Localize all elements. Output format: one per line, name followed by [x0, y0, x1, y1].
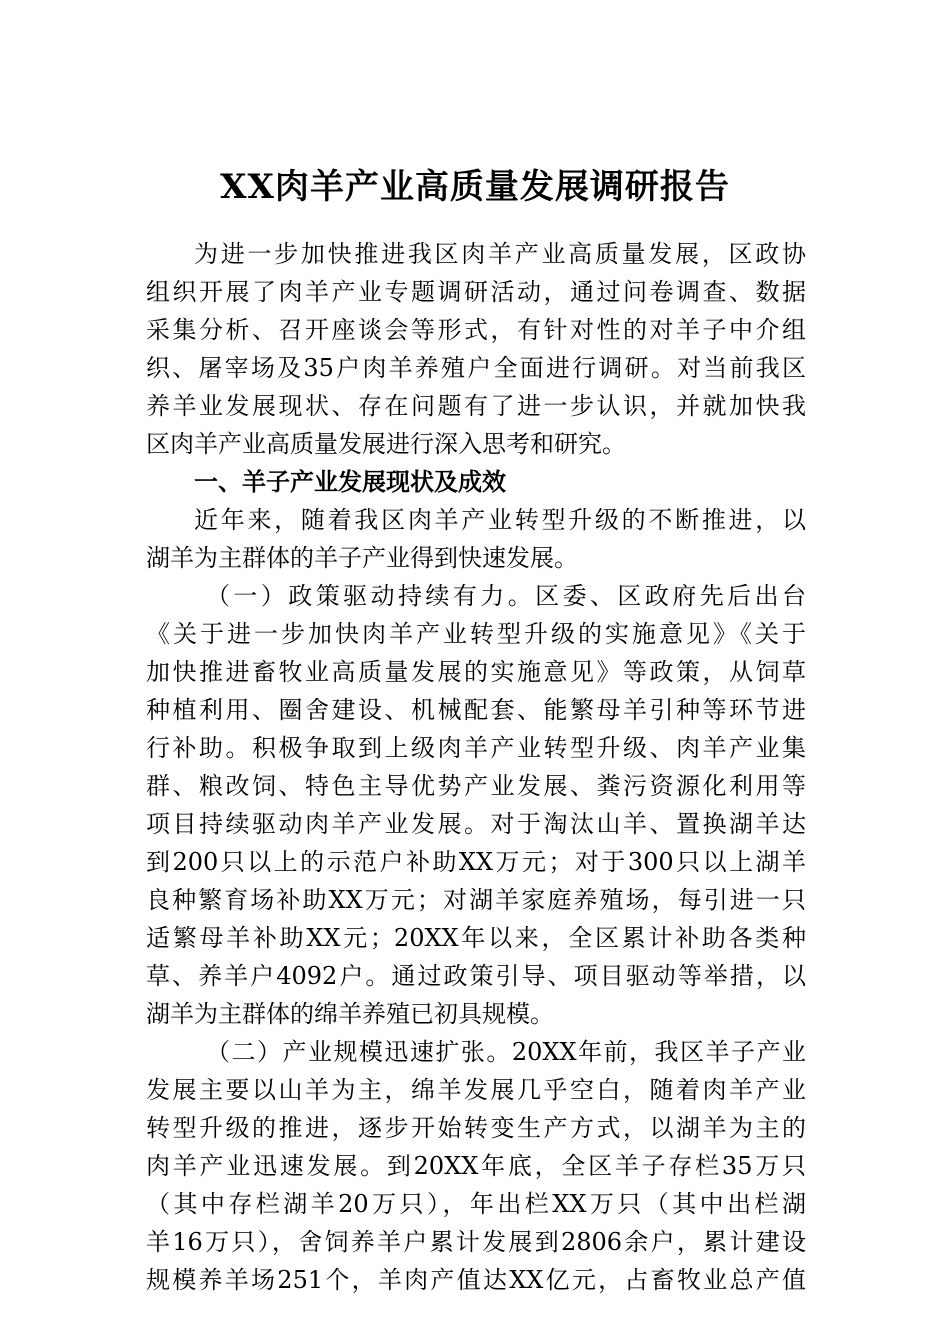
paragraph-line: 到200只以上的示范户补助XX万元；对于300只以上湖羊: [146, 848, 806, 876]
paragraph-line: 发展主要以山羊为主，绵羊发展几乎空白，随着肉羊产业: [146, 1076, 806, 1104]
paragraph-line: 组织开展了肉羊产业专题调研活动，通过问卷调查、数据: [146, 278, 806, 306]
paragraph-line: 规模养羊场251个，羊肉产值达XX亿元，占畜牧业总产值: [146, 1266, 806, 1294]
paragraph-line: 项目持续驱动肉羊产业发展。对于淘汰山羊、置换湖羊达: [146, 810, 806, 838]
paragraph-line: 湖羊为主群体的绵羊养殖已初具规模。: [146, 1000, 554, 1028]
paragraph-line: 湖羊为主群体的羊子产业得到快速发展。: [146, 544, 578, 572]
subsection-line: （一）政策驱动持续有力。区委、区政府先后出台: [206, 582, 806, 610]
paragraph-line: 良种繁育场补助XX万元；对湖羊家庭养殖场，每引进一只: [146, 886, 806, 914]
paragraph-line: 加快推进畜牧业高质量发展的实施意见》等政策，从饲草: [146, 658, 806, 686]
paragraph-line: 《关于进一步加快肉羊产业转型升级的实施意见》《关于: [146, 620, 806, 648]
paragraph-line: 转型升级的推进，逐步开始转变生产方式，以湖羊为主的: [146, 1114, 806, 1142]
document-title: XX肉羊产业高质量发展调研报告: [220, 167, 730, 207]
paragraph-line: 肉羊产业迅速发展。到20XX年底，全区羊子存栏35万只: [146, 1152, 806, 1180]
section-heading: 一、羊子产业发展现状及成效: [194, 468, 506, 496]
paragraph-line: 近年来，随着我区肉羊产业转型升级的不断推进，以: [194, 506, 806, 534]
paragraph-line: 适繁母羊补助XX元；20XX年以来，全区累计补助各类种: [146, 924, 806, 952]
paragraph-line: 草、养羊户4092户。通过政策引导、项目驱动等举措，以: [146, 962, 806, 990]
subsection-line: （二）产业规模迅速扩张。20XX年前，我区羊子产业: [206, 1038, 806, 1066]
paragraph-line: 养羊业发展现状、存在问题有了进一步认识，并就加快我: [146, 392, 806, 420]
paragraph-line: 行补助。积极争取到上级肉羊产业转型升级、肉羊产业集: [146, 734, 806, 762]
paragraph-line: （其中存栏湖羊20万只），年出栏XX万只（其中出栏湖: [146, 1190, 806, 1218]
paragraph-line: 采集分析、召开座谈会等形式，有针对性的对羊子中介组: [146, 316, 806, 344]
paragraph-line: 羊16万只），舍饲养羊户累计发展到2806余户，累计建设: [146, 1228, 806, 1256]
paragraph-line: 织、屠宰场及35户肉羊养殖户全面进行调研。对当前我区: [146, 354, 806, 382]
paragraph-line: 群、粮改饲、特色主导优势产业发展、粪污资源化利用等: [146, 772, 806, 800]
paragraph-line: 种植利用、圈舍建设、机械配套、能繁母羊引种等环节进: [146, 696, 806, 724]
paragraph-line: 为进一步加快推进我区肉羊产业高质量发展，区政协: [194, 240, 806, 268]
paragraph-line: 区肉羊产业高质量发展进行深入思考和研究。: [146, 430, 626, 458]
